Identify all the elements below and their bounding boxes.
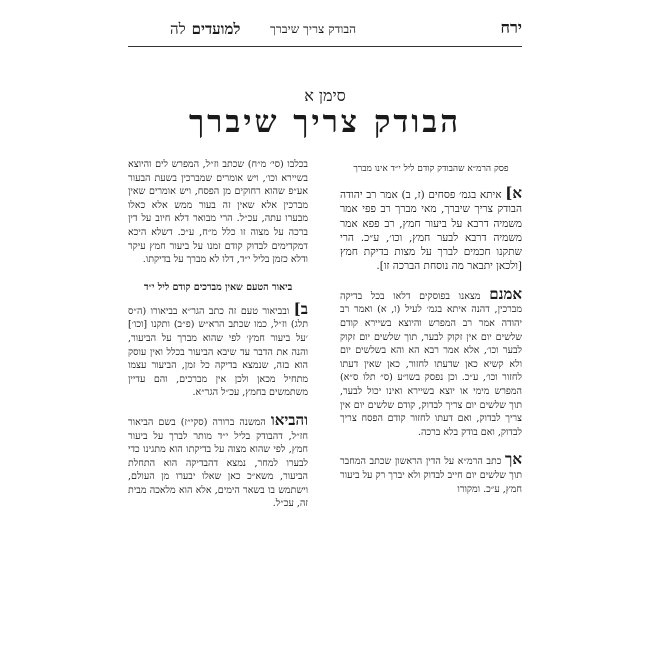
paragraph-vehevi-u xyxy=(128,410,308,511)
paragraph-akh xyxy=(340,450,522,496)
paragraph-alef xyxy=(340,186,522,274)
paragraph-text: בכלבו (סי׳ מ״ח) שכתב וז״ל, המפרש לים והיוצא בשיירא וכו׳, ויש אומרים שמברכין בשעת הבעור אע״פ שהוא רחוקים מן הפסח, ויש אומרים שאין מברכין אלא שאין זה בעור ממש אלא כאלו מבערו עתה, עכ״ל. הרי מבואר דלא חיוב על דין ברכה על מצוה זו כלל מ״ח, ע״כ. דשלא היכא דמקדימים לבדוק קודם זמנו על ביעור חמץ עיקר ודלא כזמן בליל י״ד, דלו לא מברך על בדיקתו. xyxy=(128,159,308,266)
paragraph-amnam xyxy=(340,284,522,440)
right-column xyxy=(340,162,522,504)
header-rule xyxy=(128,46,522,47)
paragraph-lead: ב] xyxy=(293,299,308,318)
paragraph-lead: א] xyxy=(505,184,522,202)
paragraph-text: ובביאור טעם זה כתב הגר״א בביאורו (ה״ס תלג) וז״ל, כמו שכתב הרא״ש (פ״ב) ותקנו [וכו׳] ׳על ביעור חמץ׳ לפי שהוא מברך על הביעור, והנה את הדבר עד שיבא הביעור בכלל ואין עוסק הוא בזה, שנמצא בדיקה כל זמן, הביעור עצמו מתחיל מכאן ולכן אין מברכים, והם עדיין משתמשים בחמץ, עכ״ל הגר״א. xyxy=(128,305,308,399)
paragraph-text: כתב הרמ״א על הדין הראשון שכתב המחבר תוך שלשים יום חייב לבדוק ולא יברך רק על ביעור חמץ, ע״כ. ומקורו xyxy=(340,456,522,495)
paragraph-lead: והביאו xyxy=(270,410,308,429)
paragraph-text: איתא בגמ׳ פסחים (ז, ב) אמר רב יהודה הבודק צריך שיברך, מאי מברך רב פפי אמר משמיה דרבא על ביעור חמץ, רב פפא אמר משמיה דרבא לבער חמץ, וכו׳, ע״כ. הרי שתקנו חכמים לברך על מצות בדיקת חמץ [ולכאן יתבאר מה נוסחת הברכה זו]. xyxy=(340,189,522,273)
header-section-title: למועדים xyxy=(191,20,241,38)
header-book-title: ירח xyxy=(500,18,522,37)
paragraph-bet xyxy=(128,299,308,400)
page-number: לה xyxy=(170,20,186,38)
paragraph-text: מצאנו בפוסקים דלאו בכל בדיקה מברכין, דהנה איתא בגמ׳ לעיל (ו, א) ואמר רב יהודה אמר רב המפרש והיוצא בשיירא קודם שלשים יום אין זקוק לבער, תוך שלשים יום זקוק לבער וכו׳, אלא אמר רבא הא והא בשלשים יום ולא קשיא כאן שדעתו לחזור, כאן שאין דעתו לחזור וכו׳, ע״כ. וכן נפסק בשו״ע (ס״ תלו ס״א) המפרש מימי או יוצא בשיירא ואינו יכול לבער, תוך שלשים יום צריך לבדוק, קודם שלשים יום אין צריך לבדוק, ואם דעתו לחזור קודם הפסח צריך לבדוק, ואם בודק בלא ברכה. xyxy=(340,290,522,438)
siman-label: סימן א xyxy=(304,86,346,105)
header-section-and-page xyxy=(170,20,240,39)
section-heading: ביאור הטעם שאין מברכים קודם ליל י״ד xyxy=(143,281,293,293)
left-column xyxy=(128,158,308,519)
margin-note: פסק הרמ״א שהבודק קודם ליל י״ד אינו מברך xyxy=(353,164,509,174)
paragraph-text: המשנה ברורה (סקי״ז) בשם הביאור חז״ל, דהבודק בליל י״ד מותר לברך על ביעור חמץ, לפי שהוא מצוה על בדיקתו הוא מתגינו כדי לבערו למחר, נמצא דהבדיקה הוא התחלת הביעור, משא״כ כאן שאלו יבערו מן העולם, וישתמש בו בשאר הימים, אלא הוא מלאכה מבית זה, עכ״ל. xyxy=(128,416,308,510)
paragraph-lead: אמנם xyxy=(489,284,522,303)
chapter-title: הבודק צריך שיברך xyxy=(188,104,462,140)
paragraph-kolbo xyxy=(128,158,308,267)
header-chapter-title: הבודק צריך שיברך xyxy=(270,22,357,36)
paragraph-lead: אך xyxy=(505,450,522,469)
